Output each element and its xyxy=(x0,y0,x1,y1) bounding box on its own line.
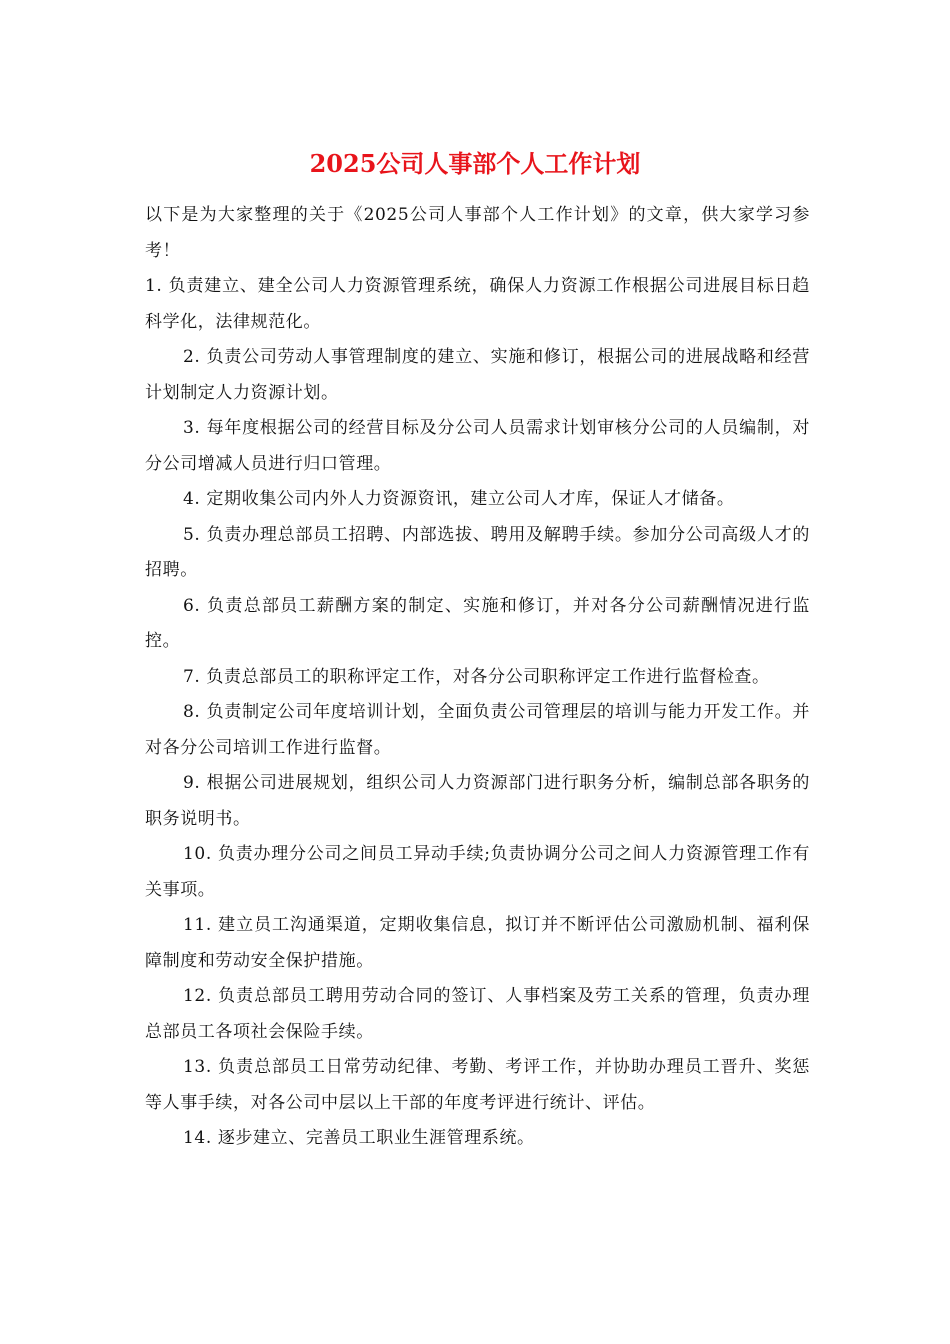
list-item: 5. 负责办理总部员工招聘、内部选拔、聘用及解聘手续。参加分公司高级人才的招聘。 xyxy=(145,524,810,580)
document-title: 2025公司人事部个人工作计划 xyxy=(309,149,641,178)
list-item: 6. 负责总部员工薪酬方案的制定、实施和修订，并对各分公司薪酬情况进行监控。 xyxy=(145,595,810,651)
list-item: 7. 负责总部员工的职称评定工作，对各分公司职称评定工作进行监督检查。 xyxy=(183,666,770,687)
list-item: 4. 定期收集公司内外人力资源资讯，建立公司人才库，保证人才储备。 xyxy=(183,489,735,509)
list-item: 9. 根据公司进展规划，组织公司人力资源部门进行职务分析，编制总部各职务的职务说明书。 xyxy=(145,773,810,829)
list-item: 1. 负责建立、建全公司人力资源管理系统，确保人力资源工作根据公司进展目标日趋科学化，法律规范化。 xyxy=(145,276,810,332)
list-item: 13. 负责总部员工日常劳动纪律、考勤、考评工作，并协助办理员工晋升、奖惩等人事手续，对各公司中层以上干部的年度考评进行统计、评估。 xyxy=(145,1057,810,1113)
document-body xyxy=(145,198,810,1157)
list-item: 2. 负责公司劳动人事管理制度的建立、实施和修订，根据公司的进展战略和经营计划制定人力资源计划。 xyxy=(145,347,810,403)
list-item: 14. 逐步建立、完善员工职业生涯管理系统。 xyxy=(183,1128,535,1148)
list-item: 3. 每年度根据公司的经营目标及分公司人员需求计划审核分公司的人员编制，对分公司增减人员进行归口管理。 xyxy=(145,418,810,474)
list-item: 10. 负责办理分公司之间员工异动手续;负责协调分公司之间人力资源管理工作有关事项。 xyxy=(145,844,810,900)
list-item: 8. 负责制定公司年度培训计划，全面负责公司管理层的培训与能力开发工作。并对各分公司培训工作进行监督。 xyxy=(145,702,810,758)
list-item: 12. 负责总部员工聘用劳动合同的签订、人事档案及劳工关系的管理，负责办理总部员工各项社会保险手续。 xyxy=(145,986,810,1042)
intro-paragraph: 以下是为大家整理的关于《2025公司人事部个人工作计划》的文章，供大家学习参考！ xyxy=(145,205,810,261)
list-item: 11. 建立员工沟通渠道，定期收集信息，拟订并不断评估公司激励机制、福利保障制度和劳动安全保护措施。 xyxy=(145,915,810,971)
